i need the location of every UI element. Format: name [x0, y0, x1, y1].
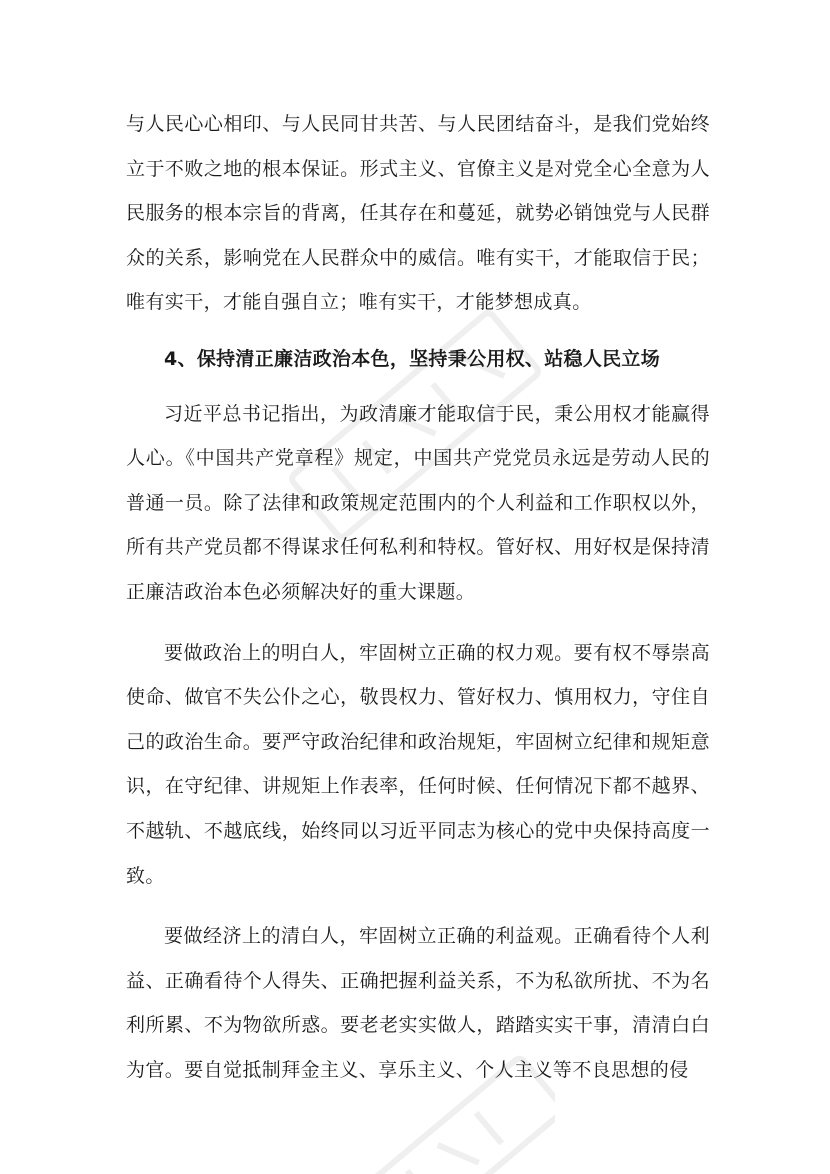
section-heading: 4、保持清正廉洁政治本色，坚持秉公用权、站稳人民立场	[164, 347, 661, 370]
paragraph-3: 要做政治上的明白人，牢固树立正确的权力观。要有权不辱崇高使命、做官不失公仆之心，敬畏权力、管好权力、慎用权力，守住自己的政治生命。要严守政治纪律和政治规矩，牢固树立纪律和规矩意识，在守纪律、讲规矩上作表率，任何时候、任何情况下都不越界、不越轨、不越底线，始终同以习近平同志为核心的党中央保持高度一致。	[126, 641, 710, 887]
paragraph-4: 要做经济上的清白人，牢固树立正确的利益观。正确看待个人利益、正确看待个人得失、正确把握利益关系，不为私欲所扰、不为名利所累、不为物欲所惑。要老老实实做人，踏踏实实干事，清清白白为官。要自觉抵制拜金主义、享乐主义、个人主义等不良思想的侵	[126, 925, 710, 1081]
paragraph-2: 习近平总书记指出，为政清廉才能取信于民，秉公用权才能赢得人心。《中国共产党章程》规定，中国共产党党员永远是劳动人民的普通一员。除了法律和政策规定范围内的个人利益和工作职权以外，所有共产党员都不得谋求任何私利和特权。管好权、用好权是保持清正廉洁政治本色必须解决好的重大课题。	[126, 402, 710, 603]
paragraph-1: 与人民心心相印、与人民同甘共苦、与人民团结奋斗，是我们党始终立于不败之地的根本保证。形式主义、官僚主义是对党全心全意为人民服务的根本宗旨的背离，任其存在和蔓延，就势必销蚀党与人民群众的关系，影响党在人民群众中的威信。唯有实干，才能取信于民；唯有实干，才能自强自立；唯有实干，才能梦想成真。	[126, 113, 710, 314]
document-body	[126, 102, 710, 1092]
